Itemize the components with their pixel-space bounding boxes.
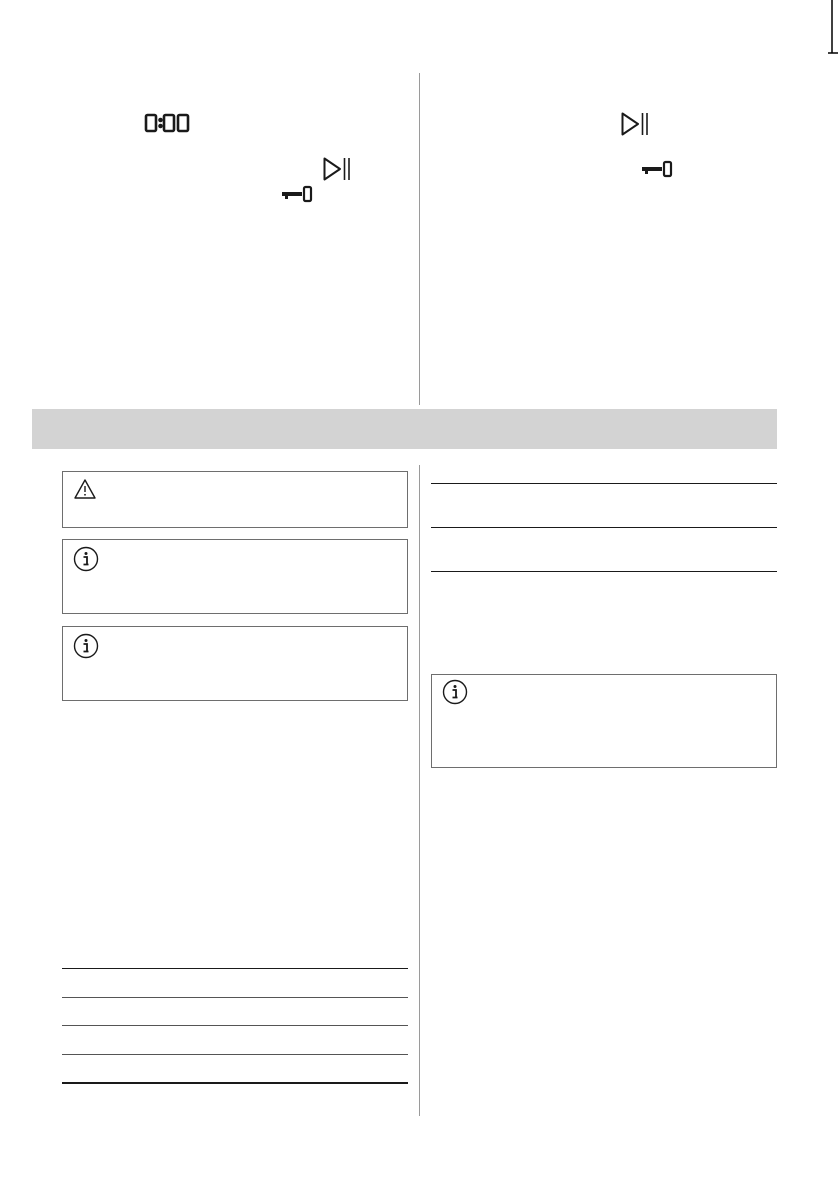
- door-lock-icon-right: [642, 160, 674, 178]
- info-box: [431, 674, 777, 768]
- column-divider-bottom: [419, 465, 420, 1116]
- section-header-band: [32, 409, 777, 449]
- door-lock-icon: [282, 185, 314, 203]
- table-rule: [62, 997, 408, 998]
- info-icon: [73, 546, 99, 572]
- display-icon: [143, 112, 191, 134]
- table-rule: [62, 1025, 408, 1026]
- info-icon: [73, 633, 99, 659]
- info-box: [62, 626, 408, 701]
- table-rule: [431, 527, 777, 528]
- table-rule: [431, 571, 777, 572]
- table-rule: [62, 1082, 408, 1084]
- table-rule: [62, 1054, 408, 1055]
- warning-box: [62, 471, 408, 528]
- info-icon: [442, 679, 468, 705]
- start-pause-icon-right: [620, 111, 650, 137]
- table-rule: [431, 483, 777, 484]
- start-pause-icon: [322, 156, 352, 182]
- column-divider-top: [419, 73, 420, 405]
- page-edge-marker: [826, 0, 839, 54]
- table-rule: [62, 968, 408, 969]
- warning-triangle-icon: [73, 478, 97, 500]
- info-box: [62, 539, 408, 614]
